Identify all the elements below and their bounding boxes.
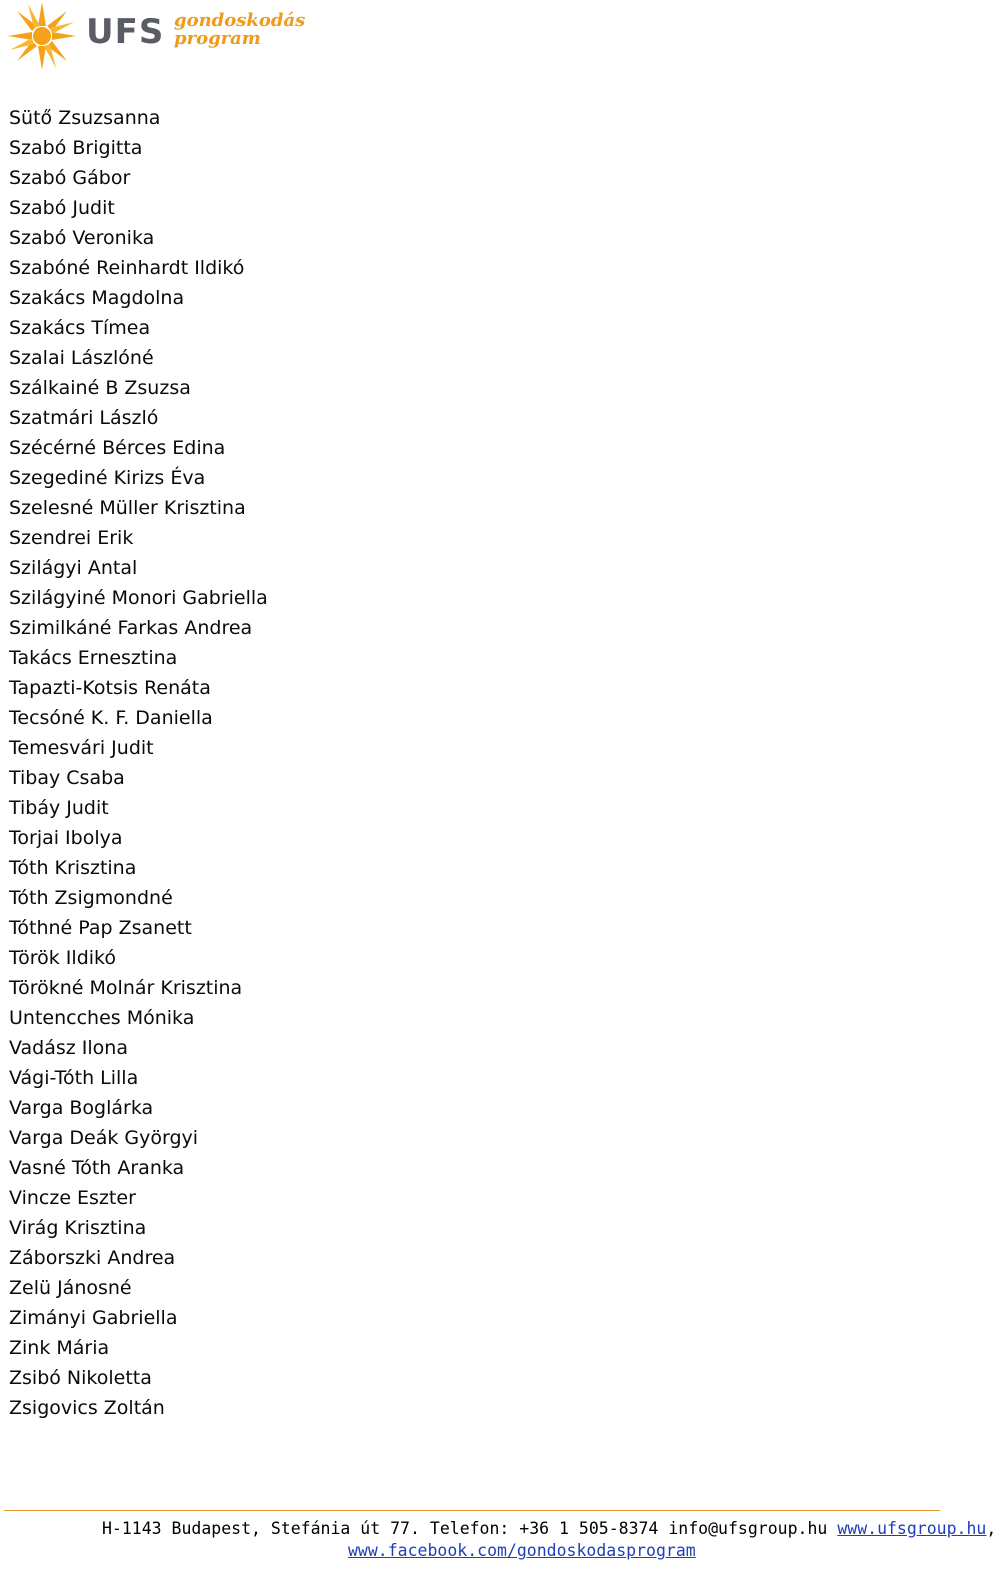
list-item: Zsibó Nikoletta [9,1367,152,1389]
list-item: Zink Mária [9,1337,110,1359]
list-item: Szatmári László [9,407,159,429]
list-item: Vasné Tóth Aranka [9,1157,185,1179]
list-item: Sütő Zsuzsanna [9,107,161,129]
list-item: Tibay Csaba [9,767,125,789]
list-item: Tóthné Pap Zsanett [9,917,192,939]
list-item: Szelesné Müller Krisztina [9,497,246,519]
footer-phone: Telefon: +36 1 505-8374 [429,1519,659,1538]
list-item: Törökné Molnár Krisztina [9,977,243,999]
list-item: Takács Ernesztina [9,647,178,669]
list-item: Szabó Gábor [9,167,131,189]
footer-divider [4,1510,940,1511]
list-item: Tecsóné K. F. Daniella [9,707,213,729]
name-list [9,103,268,1423]
list-item: Virág Krisztina [9,1217,147,1239]
list-item: Szilágyi Antal [9,557,138,579]
list-item: Szalai Lászlóné [9,347,154,369]
list-item: Tóth Zsigmondné [9,887,173,909]
list-item: Szabó Veronika [9,227,155,249]
footer-website-link[interactable]: www.ufsgroup.hu [837,1519,987,1538]
sun-icon [4,0,84,72]
list-item: Szabó Brigitta [9,137,143,159]
list-item: Vadász Ilona [9,1037,128,1059]
footer-contact-line [102,1519,996,1539]
list-item: Szimilkáné Farkas Andrea [9,617,253,639]
logo-ufs-text: UFS [86,12,165,52]
logo-script-line2: program [174,28,261,49]
list-item: Zsigovics Zoltán [9,1397,165,1419]
list-item: Szálkainé B Zsuzsa [9,377,191,399]
logo-script-line1: gondoskodás [174,10,306,31]
list-item: Torjai Ibolya [9,827,123,849]
list-item: Szendrei Erik [9,527,134,549]
list-item: Szakács Tímea [9,317,151,339]
footer-address: H-1143 Budapest, Stefánia út 77. [102,1519,420,1538]
list-item: Zelü Jánosné [9,1277,132,1299]
list-item: Varga Boglárka [9,1097,154,1119]
list-item: Zimányi Gabriella [9,1307,178,1329]
list-item: Török Ildikó [9,947,116,969]
footer-comma: , [986,1519,996,1538]
footer-email: info@ufsgroup.hu [668,1519,828,1538]
footer-facebook-line [348,1541,696,1561]
list-item: Vági-Tóth Lilla [9,1067,139,1089]
list-item: Szabó Judit [9,197,115,219]
list-item: Varga Deák Györgyi [9,1127,199,1149]
list-item: Tapazti-Kotsis Renáta [9,677,211,699]
list-item: Szegediné Kirizs Éva [9,467,206,489]
list-item: Szakács Magdolna [9,287,185,309]
list-item: Záborszki Andrea [9,1247,176,1269]
list-item: Tóth Krisztina [9,857,137,879]
list-item: Szécérné Bérces Edina [9,437,226,459]
list-item: Tibáy Judit [9,797,109,819]
list-item: Untencches Mónika [9,1007,195,1029]
list-item: Temesvári Judit [9,737,154,759]
list-item: Vincze Eszter [9,1187,136,1209]
list-item: Szabóné Reinhardt Ildikó [9,257,245,279]
ufs-logo [4,0,306,72]
list-item: Szilágyiné Monori Gabriella [9,587,268,609]
footer-facebook-link[interactable]: www.facebook.com/gondoskodasprogram [348,1541,696,1560]
